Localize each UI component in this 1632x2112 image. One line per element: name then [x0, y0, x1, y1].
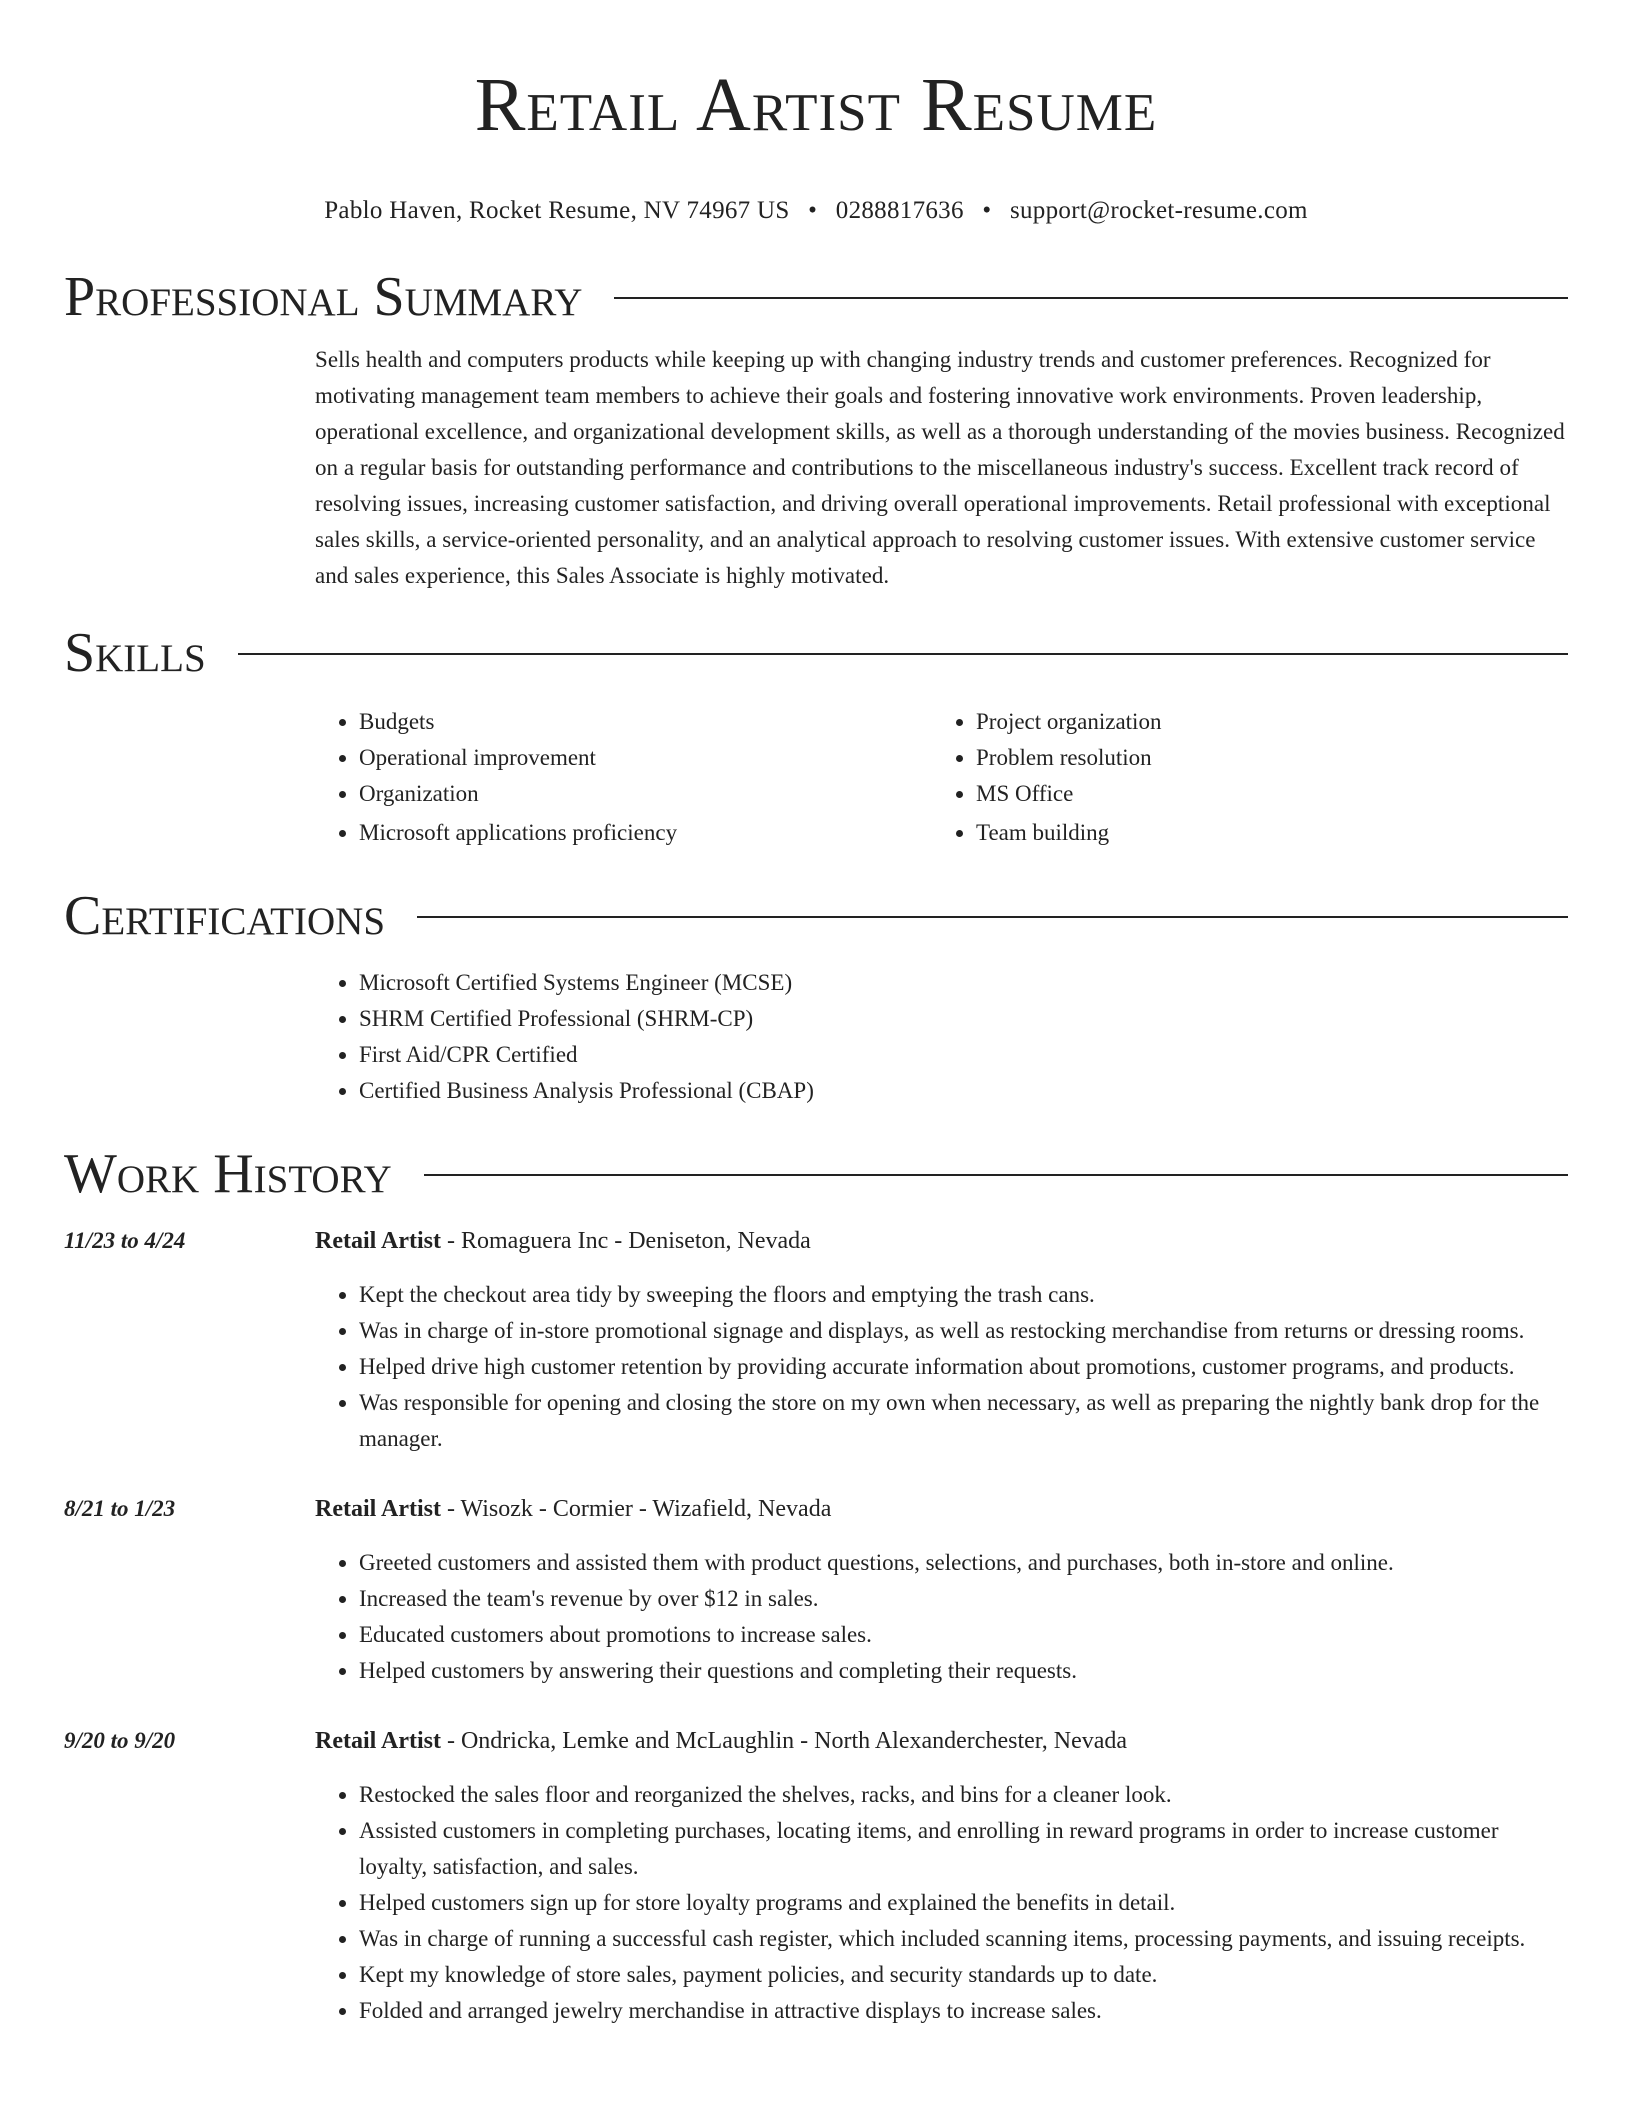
job-bullet: • Was in charge of running a successful cash register, which included scanning items, processing payments, and issuing receipts. [359, 1921, 1568, 1957]
skill-item: • Problem resolution [976, 740, 1568, 776]
job-bullet: • Helped customers by answering their questions and completing their requests. [359, 1653, 1568, 1689]
skill-item: • Organization [359, 776, 932, 812]
skill-item: • Microsoft applications proficiency [359, 815, 932, 851]
job-bullet: • Helped customers sign up for store loyalty programs and explained the benefits in detail. [359, 1885, 1568, 1921]
contact-address: Pablo Haven, Rocket Resume, NV 74967 US [324, 197, 790, 224]
job-bullets [315, 1277, 1568, 1457]
skill-item: • Operational improvement [359, 740, 932, 776]
skills-heading: Skills [64, 622, 206, 684]
skills-section [0, 618, 1632, 851]
job-heading [315, 1491, 1568, 1527]
section-divider [417, 916, 1568, 918]
job-bullets [315, 1777, 1568, 2029]
skill-item: • Team building [976, 815, 1568, 851]
job-bullet: • Restocked the sales floor and reorganized the shelves, racks, and bins for a cleaner look. [359, 1777, 1568, 1813]
job-bullet: • Helped drive high customer retention by providing accurate information about promotions, customer programs, and products. [359, 1349, 1568, 1385]
job-bullet: • Was in charge of in-store promotional signage and displays, as well as restocking merchandise from returns or dressing rooms. [359, 1313, 1568, 1349]
job-bullet: • Kept my knowledge of store sales, payment policies, and security standards up to date. [359, 1957, 1568, 1993]
job-title: Retail Artist [315, 1728, 441, 1754]
summary-heading: Professional Summary [64, 266, 583, 328]
job-detail [315, 1223, 1568, 1457]
skills-grid [315, 704, 1568, 851]
job-bullet: • Assisted customers in completing purchases, locating items, and enrolling in reward programs in order to increase customer loyalty, satisfaction, and sales. [359, 1813, 1568, 1885]
job-dates: 11/23 to 4/24 [64, 1228, 186, 1253]
certifications-list [315, 965, 1568, 1109]
job-employer: - Romaguera Inc - Deniseton, Nevada [440, 1228, 811, 1254]
job-bullet: • Greeted customers and assisted them with product questions, selections, and purchases, both in-store and online. [359, 1545, 1568, 1581]
certification-item: • First Aid/CPR Certified [359, 1037, 1568, 1073]
job-bullet: • Kept the checkout area tidy by sweeping the floors and emptying the trash cans. [359, 1277, 1568, 1313]
skill-item: • MS Office [976, 776, 1568, 812]
summary-text: Sells health and computers products while keeping up with changing industry trends and customer preferences. Recognized for motivating management team members to achieve their goals and fostering innovative work environments. Proven leadership, operational excellence, and organizational development skills, as well as a thorough understanding of the movies business. Recognized on a regular basis for outstanding performance and contributions to the miscellaneous industry's success. Excellent track record of resolving issues, increasing customer satisfaction, and driving overall operational improvements. Retail professional with exceptional sales skills, a service-oriented personality, and an analytical approach to resolving customer issues. With extensive customer service and sales experience, this Sales Associate is highly motivated. [315, 347, 1565, 588]
summary-section [0, 262, 1632, 594]
certifications-body [315, 965, 1568, 1109]
job-heading [315, 1223, 1568, 1259]
work-heading: Work History [64, 1143, 392, 1205]
contact-email: support@rocket-resume.com [1009, 197, 1308, 224]
skill-item: • Budgets [359, 704, 932, 740]
skills-list-right [932, 704, 1568, 851]
job-entry [64, 1491, 1568, 1689]
work-section [0, 1139, 1632, 2029]
certifications-heading: Certifications [64, 885, 386, 947]
section-divider [238, 653, 1568, 655]
job-detail [315, 1723, 1568, 2029]
job-bullet: • Folded and arranged jewelry merchandise in attractive displays to increase sales. [359, 1993, 1568, 2029]
skill-item: • Project organization [976, 704, 1568, 740]
contact-line [0, 194, 1632, 228]
job-employer: - Ondricka, Lemke and McLaughlin - North Alexanderchester, Nevada [440, 1728, 1128, 1754]
job-bullet: • Educated customers about promotions to increase sales. [359, 1617, 1568, 1653]
job-bullet: • Increased the team's revenue by over $12 in sales. [359, 1581, 1568, 1617]
certifications-section [0, 881, 1632, 1109]
job-employer: - Wisozk - Cormier - Wizafield, Nevada [440, 1496, 832, 1522]
skills-list-left [315, 704, 932, 851]
job-dates: 8/21 to 1/23 [64, 1496, 176, 1521]
work-header [64, 1139, 1568, 1209]
certification-item: • Microsoft Certified Systems Engineer (MCSE) [359, 965, 1568, 1001]
job-bullets [315, 1545, 1568, 1689]
job-heading [315, 1723, 1568, 1759]
job-detail [315, 1491, 1568, 1689]
job-bullet: • Was responsible for opening and closing the store on my own when necessary, as well as preparing the nightly bank drop for the manager. [359, 1385, 1568, 1457]
contact-phone: 0288817636 [835, 197, 964, 224]
summary-header [64, 262, 1568, 332]
section-divider [424, 1174, 1568, 1176]
section-divider [614, 297, 1568, 299]
job-entry [64, 1723, 1568, 2029]
job-entry [64, 1223, 1568, 1457]
contact-separator: • [982, 197, 992, 224]
certifications-header [64, 881, 1568, 951]
job-dates: 9/20 to 9/20 [64, 1728, 176, 1753]
certification-item: • SHRM Certified Professional (SHRM-CP) [359, 1001, 1568, 1037]
certification-item: • Certified Business Analysis Professional (CBAP) [359, 1073, 1568, 1109]
contact-separator: • [808, 197, 818, 224]
job-title: Retail Artist [315, 1496, 441, 1522]
skills-header [64, 618, 1568, 688]
resume-title: Retail Artist Resume [474, 63, 1158, 147]
job-title: Retail Artist [315, 1228, 441, 1254]
